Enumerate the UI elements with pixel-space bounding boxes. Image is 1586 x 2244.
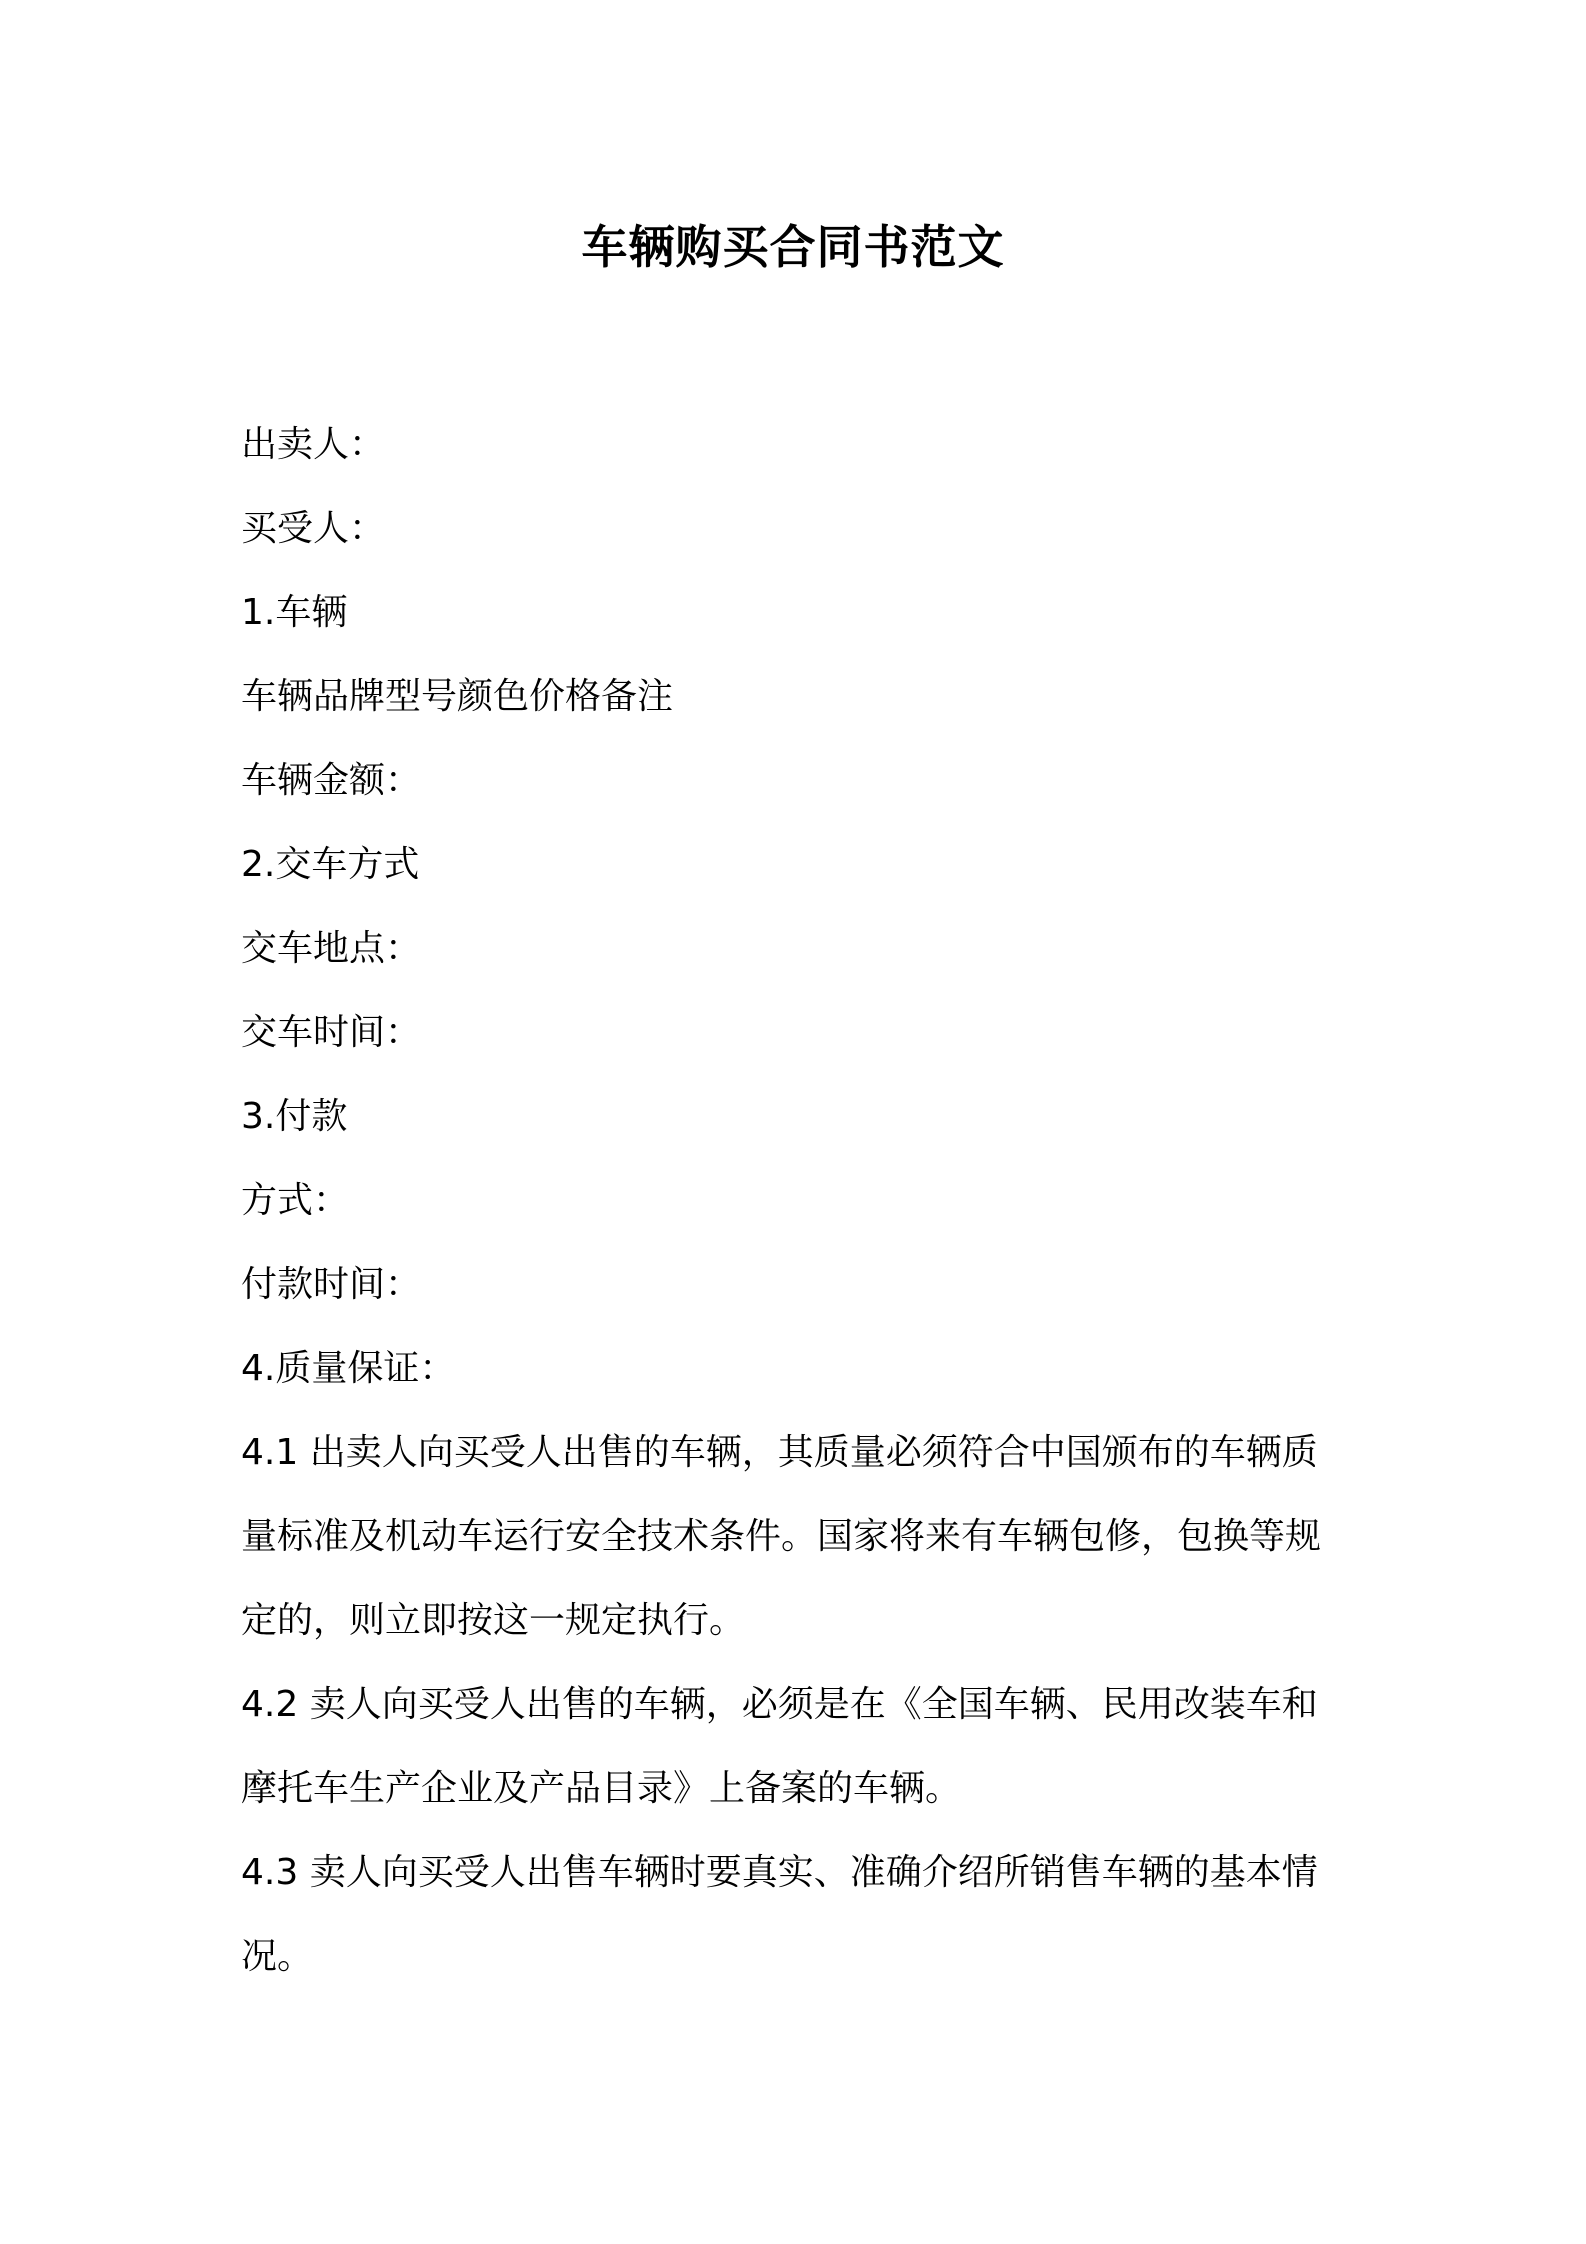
vehicle-columns-line: 车辆品牌型号颜色价格备注 <box>241 676 674 717</box>
clause-4-3-line-1: 4.3 卖人向买受人出售车辆时要真实、准确介绍所销售车辆的基本情 <box>241 1852 1318 1893</box>
vehicle-amount-line: 车辆金额： <box>241 760 422 801</box>
payment-method-line: 方式： <box>241 1180 350 1221</box>
clause-4-1-line-2: 量标准及机动车运行安全技术条件。国家将来有车辆包修，包换等规 <box>241 1516 1322 1557</box>
clause-4-1-line-3: 定的，则立即按这一规定执行。 <box>241 1600 746 1641</box>
delivery-time-line: 交车时间： <box>241 1012 422 1053</box>
section-payment-heading: 3.付款 <box>241 1096 348 1137</box>
section-delivery-heading: 2.交车方式 <box>241 844 420 885</box>
clause-4-2-line-1: 4.2 卖人向买受人出售的车辆，必须是在《全国车辆、民用改装车和 <box>241 1684 1318 1725</box>
document-title: 车辆购买合同书范文 <box>581 220 1005 274</box>
delivery-location-line: 交车地点： <box>241 928 422 969</box>
clause-4-2-line-2: 摩托车生产企业及产品目录》上备案的车辆。 <box>241 1768 962 1809</box>
buyer-line: 买受人： <box>241 508 386 549</box>
section-vehicle-heading: 1.车辆 <box>241 592 348 633</box>
section-quality-heading: 4.质量保证： <box>241 1348 456 1389</box>
clause-4-1-line-1: 4.1 出卖人向买受人出售的车辆，其质量必须符合中国颁布的车辆质 <box>241 1432 1318 1473</box>
clause-4-3-line-2: 况。 <box>241 1936 314 1977</box>
document-body <box>241 403 1361 1999</box>
seller-line: 出卖人： <box>241 424 386 465</box>
payment-time-line: 付款时间： <box>241 1264 422 1305</box>
